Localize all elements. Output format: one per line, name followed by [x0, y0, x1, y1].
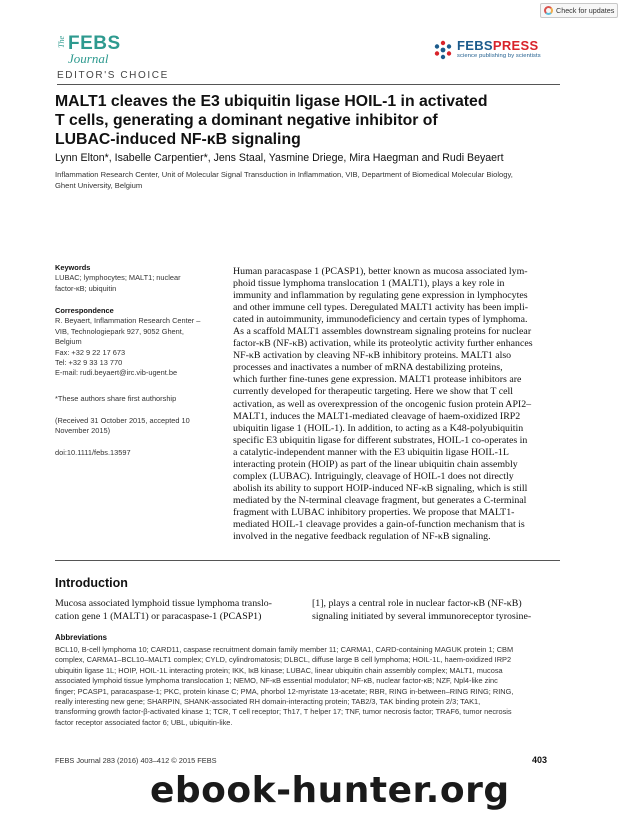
correspondence-line: VIB, Technologiepark 927, 9052 Ghent,: [55, 326, 184, 336]
abstract-line: specific E3 ubiquitin ligase for different substrates, HOIL-1 co-operates in: [233, 434, 528, 446]
abbreviations-line: complex, CARMA1–BCL10–MALT1 complex; CYLD, cylindromatosis; DLBCL, diffuse large B cell lymphoma; HOIL-1L, haem-oxidized IRP2: [55, 655, 512, 665]
abbreviations-list: [55, 645, 565, 728]
introduction-line: Mucosa associated lymphoid tissue lymphoma translo-: [55, 598, 272, 609]
received-dates: [55, 416, 215, 437]
correspondence-line: Fax: +32 9 22 17 673: [55, 347, 126, 357]
equal-authorship-note: *These authors share first authorship: [55, 394, 177, 403]
page-number: 403: [532, 755, 548, 765]
top-divider: [57, 84, 560, 85]
correspondence-block: [55, 306, 215, 379]
received-line: November 2015): [55, 426, 111, 436]
doi-link[interactable]: doi:10.1111/febs.13597: [55, 448, 131, 457]
abstract-line: As a scaffold MALT1 assembles downstream signaling proteins for nuclear: [233, 326, 532, 338]
article-title: [55, 92, 560, 149]
abstract-line: cated in autoimmunity, immunodeficiency and certain types of lymphoma.: [233, 314, 528, 326]
abstract-line: a catalytic-independent manner with the E3 ubiquitin ligase HOIL-1L: [233, 446, 509, 458]
abstract-line: NF-κB activation by cleaving NF-κB inhibitory proteins. MALT1 also: [233, 350, 512, 362]
introduction-line: [1], plays a central role in nuclear factor-κB (NF-κB): [312, 598, 522, 609]
abstract-line: MALT1, induces the MALT1-mediated cleavage of haem-oxidized IRP2: [233, 410, 521, 422]
keywords-line: LUBAC; lymphocytes; MALT1; nuclear: [55, 273, 181, 283]
logo-febs-text: FEBS: [68, 33, 121, 54]
abstract-line: and other immune cell types. Deregulated MALT1 activity has been impli-: [233, 302, 528, 314]
abstract-line: fragment with LUBAC inhibitory properties. We propose that MALT1-: [233, 506, 515, 518]
title-line: MALT1 cleaves the E3 ubiquitin ligase HOIL-1 in activated: [55, 93, 488, 110]
correspondence-line: Belgium: [55, 337, 82, 347]
febs-press-logo: [433, 38, 548, 64]
press-name-febs: FEBS: [457, 38, 493, 53]
press-tagline: science publishing by scientists: [457, 53, 541, 59]
abstract-line: mediated HOIL-1 cleavage provides a gain-of-function mechanism that is: [233, 518, 525, 530]
abbreviations-line: BCL10, B-cell lymphoma 10; CARD11, caspase recruitment domain family member 11; CARMA1, CARD-containing MAGUK protein 1; CBM: [55, 645, 514, 654]
introduction-line: cation gene 1 (MALT1) or paracaspase-1 (PCASP1): [55, 610, 262, 622]
abstract-line: ubiquitin ligase 1 (HOIL-1). In addition, to acting as a K48-polyubiquitin: [233, 422, 524, 434]
abstract-line: complex (LUBAC). Intriguingly, cleavage of HOIL-1 does not directly: [233, 470, 514, 482]
abstract-line: interacting protein (HOIP) as part of the linear ubiquitin chain assembly: [233, 458, 518, 470]
abstract-line: processes and inactivates a number of mRNA destabilizing proteins,: [233, 362, 503, 374]
correspondence-line: Tel: +32 9 33 13 770: [55, 358, 123, 368]
abbreviations-line: transforming growth factor-β-activated kinase 1; TCR, T cell receptor; Th17, T helper 17; TNF, tumor necrosis factor; TRAF6, tumor necrosis: [55, 707, 512, 717]
abbreviations-line: really interesting new gene; SHARPIN, SHANK-associated RH domain-interacting protein; TAB2/3, TAK binding protein 2/3; TAK1,: [55, 697, 481, 707]
abbreviations-line: finger; PCASP1, paracaspase-1; PKC, protein kinase C; PMA, phorbol 12-myristate 13-acetate; RBR, RING in-between–RING RING; RING,: [55, 686, 514, 696]
abstract-line: mediated by the N-terminal cleavage fragment, but generates a C-terminal: [233, 494, 527, 506]
correspondence-heading: Correspondence: [55, 306, 114, 315]
check-for-updates-button[interactable]: [540, 3, 618, 18]
logo-journal-text: Journal: [68, 51, 109, 66]
abstract: [233, 266, 563, 543]
abbreviations-line: factor receptor associated factor 6; UBL, ubiquitin-like.: [55, 717, 233, 727]
title-line: T cells, generating a dominant negative inhibitor of: [55, 112, 438, 129]
section-label: EDITOR'S CHOICE: [57, 70, 169, 81]
abstract-line: Human paracaspase 1 (PCASP1), better known as mucosa associated lym-: [233, 266, 528, 277]
update-ring-icon: [544, 6, 553, 15]
affiliation-line: Ghent University, Belgium: [55, 181, 143, 190]
author-list: Lynn Elton*, Isabelle Carpentier*, Jens Staal, Yasmine Driege, Mira Haegman and Rudi Beyaert: [55, 152, 504, 164]
abbreviations-line: associated lymphoid tissue lymphoma translocation 1; NEMO, NF-κB essential modulator; NF-κB, nuclear factor-κB; NZF, Npl4-like zinc: [55, 676, 498, 686]
abstract-line: which further fine-tunes gene expression. MALT1 protease inhibitors are: [233, 374, 522, 386]
abbreviations-line: ubiquitin ligase 1L; HOIP, HOIL-1L interacting protein; IKK, IκB kinase; LUBAC, linear ubiquitin chain assembly complex; MALT1, mucosa: [55, 665, 503, 675]
abstract-line: abolish its ability to support HOIP-induced NF-κB signaling, which is still: [233, 482, 528, 494]
received-line: (Received 31 October 2015, accepted 10: [55, 416, 190, 425]
febs-journal-logo: [57, 33, 127, 67]
abstract-line: currently developed for therapeutic targeting. Here we show that T cell: [233, 386, 513, 398]
press-name-press: PRESS: [492, 38, 539, 53]
keywords-block: [55, 263, 215, 294]
affiliation-line: Inflammation Research Center, Unit of Molecular Signal Transduction in Inflammation, VIB, Department of Biomedical Molecular Biology,: [55, 170, 513, 179]
abstract-line: immunity and inflammation by regulating gene expression in lymphocytes: [233, 290, 528, 302]
keywords-line: factor-κB; ubiquitin: [55, 283, 117, 293]
introduction-right-column: [312, 598, 564, 623]
title-line: LUBAC-induced NF-κB signaling: [55, 131, 301, 148]
abstract-line: factor-κB (NF-κB) activation, while its proteolytic activity further enhances: [233, 338, 533, 350]
watermark-text: ebook-hunter.org: [150, 770, 510, 811]
mid-divider: [55, 560, 560, 561]
affiliation: [55, 169, 560, 191]
abstract-line: phoid tissue lymphoma translocation 1 (MALT1), plays a key role in: [233, 278, 505, 290]
press-name: [457, 38, 538, 53]
abbreviations-heading: Abbreviations: [55, 633, 107, 642]
febs-press-dots-icon: [433, 40, 453, 60]
correspondence-line: R. Beyaert, Inflammation Research Center –: [55, 316, 201, 326]
abstract-line: involved in the negative feedback regulation of NF-κB signaling.: [233, 531, 491, 543]
introduction-heading: Introduction: [55, 576, 128, 590]
introduction-left-column: [55, 598, 307, 623]
check-for-updates-label: Check for updates: [556, 6, 615, 15]
footer-citation: FEBS Journal 283 (2016) 403–412 © 2015 FEBS: [55, 756, 217, 765]
abstract-line: activation, as well as overexpression of the oncogenic fusion protein API2–: [233, 398, 532, 410]
introduction-line: signaling initiated by several immunoreceptor tyrosine-: [312, 610, 532, 622]
keywords-heading: Keywords: [55, 263, 91, 272]
email-link[interactable]: E-mail: rudi.beyaert@irc.vib-ugent.be: [55, 368, 178, 378]
logo-the-text: The: [57, 36, 66, 48]
